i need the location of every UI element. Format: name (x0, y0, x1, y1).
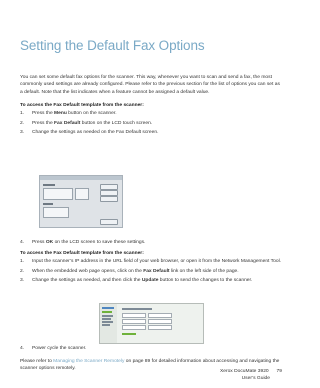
step-number: 2. (20, 268, 25, 274)
page-footer (220, 369, 282, 382)
step-number: 3. (20, 278, 25, 284)
section1-heading: To access the Fax Default template from the scanner: (20, 103, 144, 108)
page-number: 79 (276, 369, 282, 374)
list-item: 3. Change the settings as needed on the Fax Default screen. (20, 130, 159, 136)
section2-final-step (20, 345, 282, 355)
list-item: 4. Power cycle the scanner. (20, 346, 87, 351)
section2-heading: To access the Fax Default template from the scanner: (20, 251, 144, 256)
list-item: 1. Input the scanner’s IP address in the URL field of your web browser, or open it from the Network Management Tool. (20, 259, 282, 264)
guide-name: User’s Guide (241, 375, 270, 381)
step-number: 3. (20, 130, 25, 136)
step-number: 4. (20, 346, 25, 351)
list-item: 2. Press the Fax Default button on the LCD touch screen. (20, 120, 153, 126)
section2-steps (20, 258, 282, 287)
step-number: 2. (20, 120, 25, 126)
product-name: Xerox DocuMate 3920 (219, 369, 269, 374)
embedded-web-page-image (99, 303, 204, 344)
list-item: 4. Press OK on the LCD screen to save these settings. (20, 240, 146, 245)
step-number: 1. (20, 111, 25, 116)
list-item: 1. Press the Menu button on the scanner. (20, 111, 117, 116)
intro-paragraph: You can set some default fax options for the scanner. This way, whenever you want to scan and send a fax, the most commonly used settings are already configured. Please refer to the previous section for the list of options you can set as a default. Note that the list indicates when a feature cannot be assigned a default value. (20, 74, 280, 95)
reference-paragraph: Please refer to Managing the Scanner Remotely on page 89 for detailed information about accessing and navigating the scanner options remotely. (20, 359, 280, 372)
fax-default-screen-image (39, 175, 123, 228)
list-item: 3. Change the settings as needed, and then click the Update button to send the changes to the scanner. (20, 278, 253, 284)
section1-steps (20, 110, 282, 139)
section1-final-step (20, 239, 282, 249)
step-number: 1. (20, 259, 25, 264)
page-title: Setting the Default Fax Options (20, 38, 205, 54)
managing-scanner-remotely-link[interactable]: Managing the Scanner Remotely (53, 359, 125, 364)
step-number: 4. (20, 240, 25, 245)
list-item: 2. When the embedded web page opens, click on the Fax Default link on the left side of the page. (20, 268, 239, 274)
